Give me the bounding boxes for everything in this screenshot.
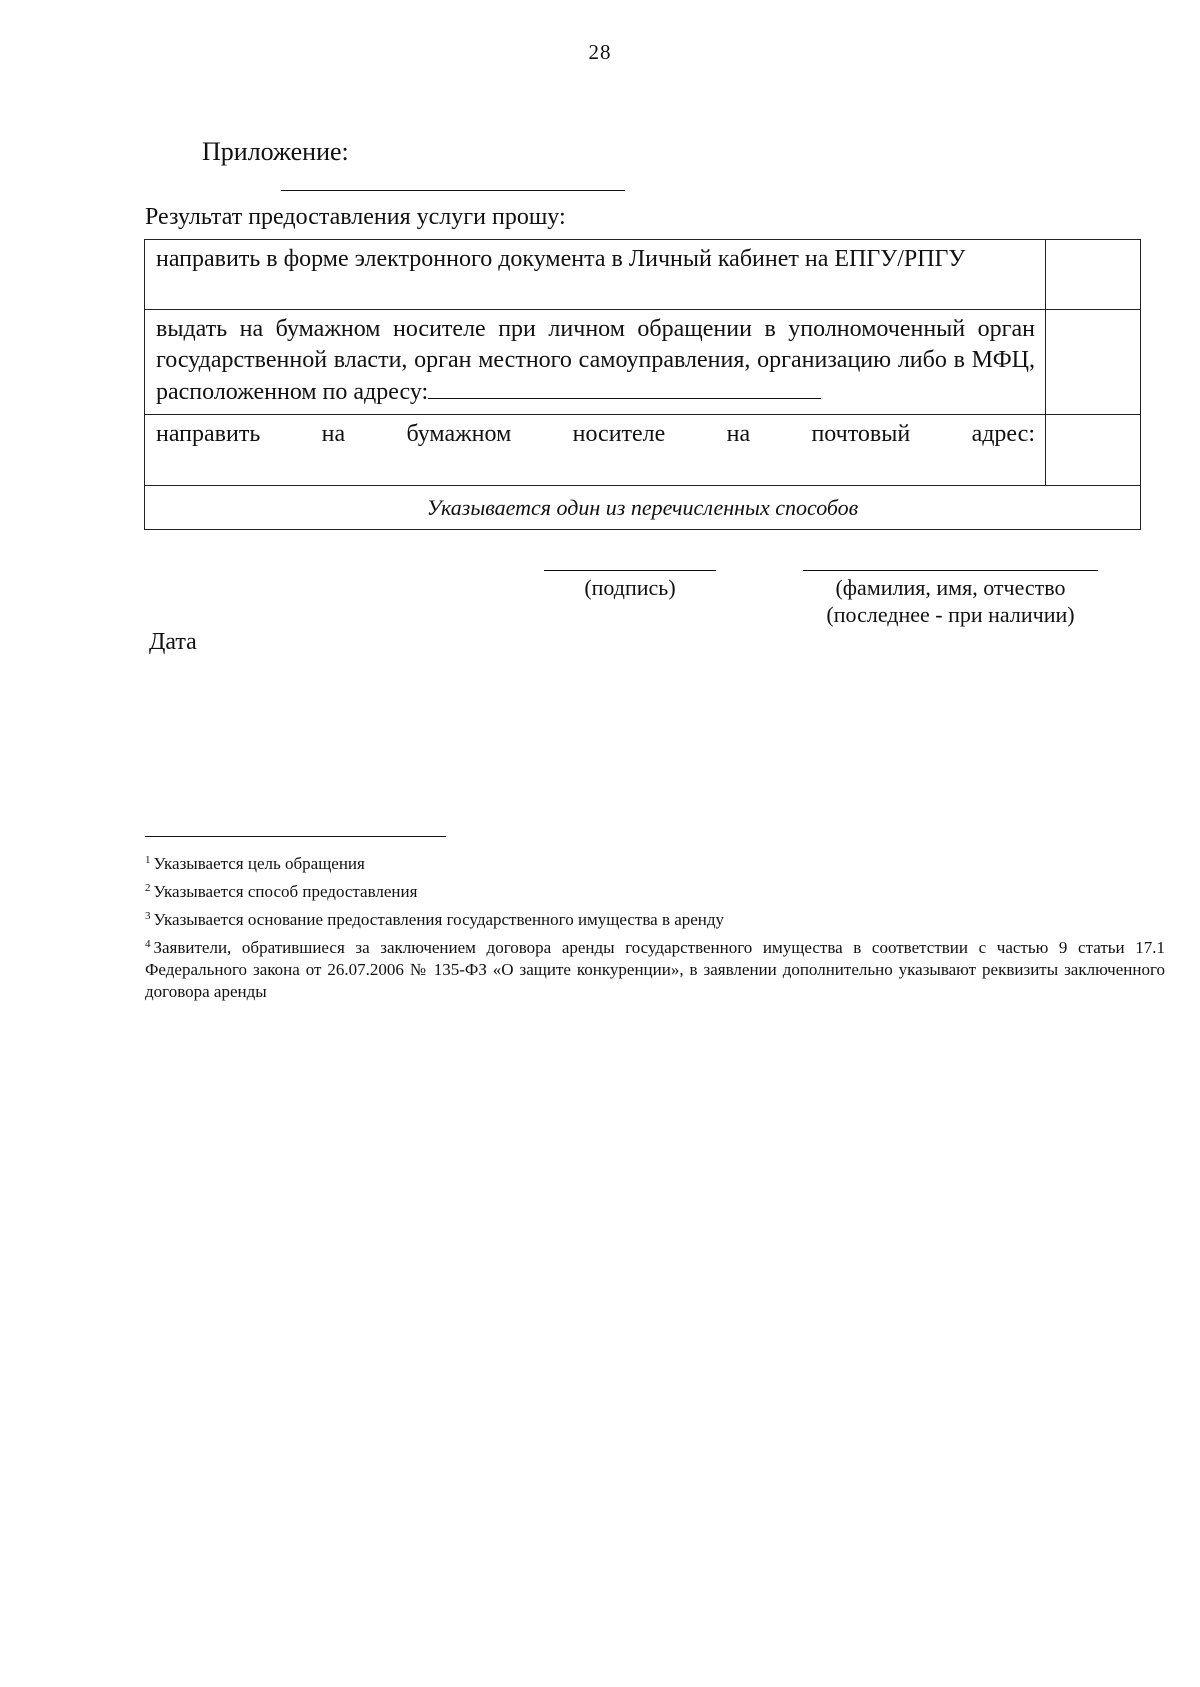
footnote-3 <box>145 905 1165 931</box>
date-label: Дата <box>149 629 197 655</box>
footnote-2-marker: 2 <box>145 882 151 894</box>
option-paper-in-person-checkbox[interactable] <box>1046 310 1141 415</box>
address-blank-line <box>428 376 821 399</box>
option-paper-in-person-cell <box>145 310 1046 415</box>
option-electronic-checkbox[interactable] <box>1046 240 1141 310</box>
footnote-2-text: Указывается способ предоставления <box>153 882 418 901</box>
footnotes <box>145 849 1165 1005</box>
option-electronic-text: направить в форме электронного документа в Личный кабинет на ЕПГУ/РПГУ <box>145 240 1046 310</box>
signature-line <box>544 570 716 571</box>
appendix-label: Приложение: <box>202 137 349 166</box>
option-note-text: Указывается один из перечисленных способов <box>145 486 1141 530</box>
option-postal-checkbox[interactable] <box>1046 415 1141 486</box>
option-postal-text: направить на бумажном носителе на почтовый адрес: <box>145 415 1046 486</box>
option-row-postal <box>145 415 1141 486</box>
appendix-blank-line <box>281 190 625 191</box>
delivery-options-table <box>144 239 1141 530</box>
footnote-4-text: Заявители, обратившиеся за заключением договора аренды государственного имущества в соответствии с частью 9 статьи 17.1 Федерального закона от 26.07.2006 № 135-ФЗ «О защите конкуренции», в заявлении дополнительно указывают реквизиты заключенного договора аренды <box>145 938 1165 1001</box>
footnote-4 <box>145 933 1165 1003</box>
footnote-separator <box>145 836 446 837</box>
footnote-1-text: Указывается цель обращения <box>153 854 365 873</box>
fio-line <box>803 570 1098 571</box>
footnote-1-marker: 1 <box>145 854 151 866</box>
page-number: 28 <box>588 40 612 64</box>
fio-caption-line1: (фамилия, имя, отчество <box>835 575 1066 600</box>
footnote-4-marker: 4 <box>145 938 151 950</box>
fio-caption-line2: (последнее - при наличии) <box>826 602 1075 627</box>
option-paper-in-person-text: выдать на бумажном носителе при личном обращении в уполномоченный орган государственной власти, орган местного самоуправления, организацию либо в МФЦ, расположенном по адресу: <box>156 316 1035 405</box>
fio-caption <box>793 574 1108 628</box>
footnote-3-text: Указывается основание предоставления государственного имущества в аренду <box>153 910 725 929</box>
result-heading: Результат предоставления услуги прошу: <box>145 204 566 230</box>
signature-caption: (подпись) <box>584 575 676 600</box>
footnote-2 <box>145 877 1165 903</box>
option-row-electronic <box>145 240 1141 310</box>
option-row-paper-in-person <box>145 310 1141 415</box>
footnote-3-marker: 3 <box>145 910 151 922</box>
option-note-row <box>145 486 1141 530</box>
footnote-1 <box>145 849 1165 875</box>
